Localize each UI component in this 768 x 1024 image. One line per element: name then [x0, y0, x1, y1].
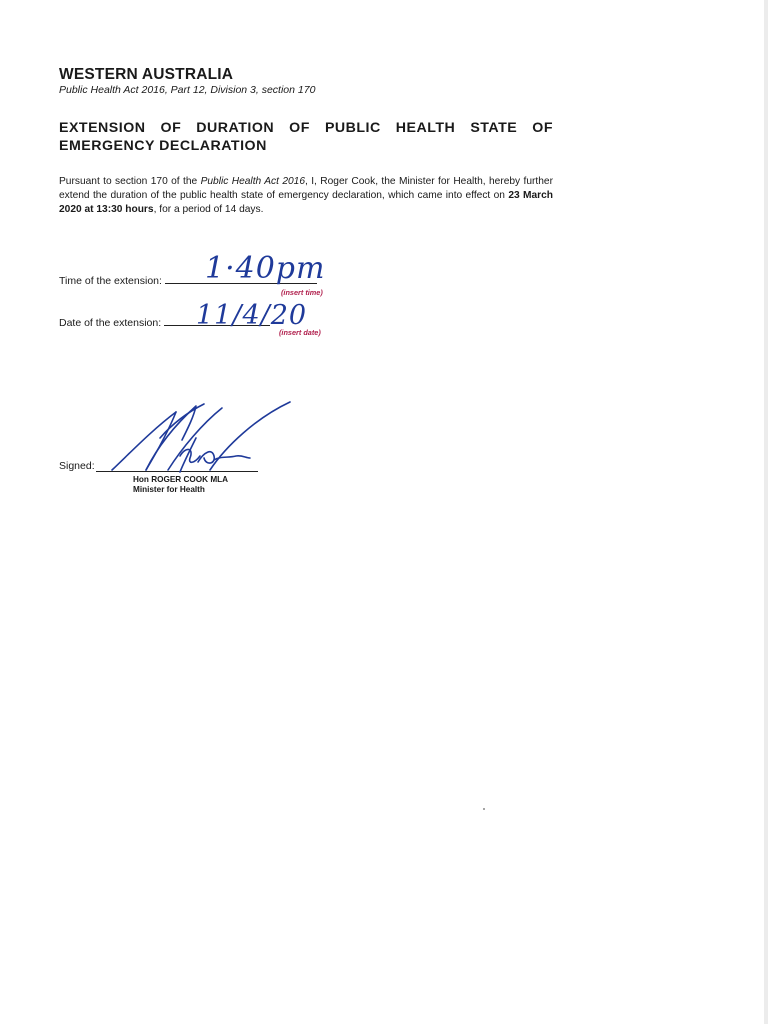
time-hint: (insert time)	[281, 288, 323, 297]
effective-date: 23 March 2020 at 13:30 hours	[59, 190, 554, 215]
para-text-2: , I, Roger Cook, the Minister for Health, hereby further extend the duration of the public health state of emergency declaration, which came into effect on	[59, 176, 553, 201]
time-value: 1·40pm	[205, 251, 326, 286]
para-text-3: , for a period of 14 days.	[153, 204, 264, 215]
time-label: Time of the extension:	[59, 275, 162, 287]
date-hint: (insert date)	[279, 328, 321, 337]
document-title: EXTENSION OF DURATION OF PUBLIC HEALTH STATE OF EMERGENCY DECLARATION	[59, 120, 553, 154]
date-label: Date of the extension:	[59, 317, 162, 329]
declaration-paragraph	[59, 175, 553, 217]
signed-label: Signed:	[59, 460, 95, 472]
para-text-1: Pursuant to section 170 of the	[59, 176, 201, 187]
page-edge	[764, 0, 768, 1024]
jurisdiction-heading: WESTERN AUSTRALIA	[59, 66, 234, 83]
date-value: 11/4/20	[196, 300, 308, 331]
scan-speck	[483, 808, 485, 810]
handwritten-signature	[110, 398, 300, 478]
act-reference: Public Health Act 2016, Part 12, Division 3, section 170	[59, 84, 316, 96]
signer-name: Hon ROGER COOK MLA	[133, 475, 229, 484]
act-name: Public Health Act 2016	[200, 176, 305, 187]
signer-title: Minister for Health	[133, 485, 205, 494]
